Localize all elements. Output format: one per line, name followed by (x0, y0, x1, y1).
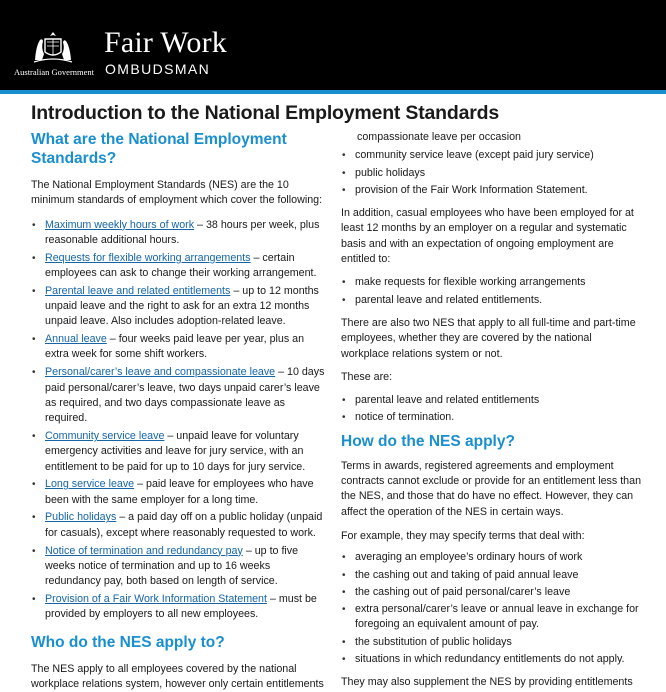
continued-line: compassionate leave per occasion (357, 131, 521, 143)
list-item (31, 510, 326, 541)
bullet-list (341, 550, 641, 667)
list-item-text: – up to five weeks notice of termination and up to 16 weeks redundancy pay, both based on length of service. (45, 544, 299, 588)
list-item-text: – up to 12 months unpaid leave and the right to ask for an extra 12 months unpaid leave. Also includes adoption-related leave. (45, 284, 319, 328)
right-column (341, 130, 641, 691)
list-item: • notice of termination. (341, 410, 641, 425)
list-item (31, 592, 326, 623)
nes-link[interactable]: Provision of a Fair Work Information Statement (45, 592, 267, 605)
intro-paragraph: The National Employment Standards (NES) are the 10 minimum standards of employment which cover the following: (31, 179, 323, 207)
paragraph: These are: (341, 370, 393, 383)
nes-link[interactable]: Annual leave (45, 333, 107, 346)
paragraph: There are also two NES that apply to all full-time and part-time employees, whether they are covered by the national workplace relations system or not. (341, 316, 636, 360)
nes-link[interactable]: Long service leave (45, 478, 135, 491)
brand-subtitle: OMBUDSMAN (105, 61, 211, 77)
list-item: • the substitution of public holidays (341, 635, 641, 650)
government-label: Australian Government (14, 67, 95, 77)
paragraph: Terms in awards, registered agreements and employment contracts cannot exclude or provide for an entitlement less than the NES, and those that do have no effect. However, they can affect the operation of the NES in certain ways. (341, 459, 642, 518)
list-item: • provision of the Fair Work Information Statement. (341, 183, 641, 198)
paragraph: For example, they may specify terms that deal with: (341, 529, 585, 542)
nes-link[interactable]: Requests for flexible working arrangements (45, 251, 251, 264)
list-item (31, 251, 326, 282)
page-title: Introduction to the National Employment Standards (31, 102, 499, 124)
nes-link[interactable]: Public holidays (45, 511, 117, 524)
list-item: • parental leave and related entitlements. (341, 293, 641, 308)
list-item: • make requests for flexible working arrangements (341, 275, 641, 290)
header-banner (0, 0, 666, 90)
list-item-text: – 10 days paid personal/carer’s leave, two days unpaid carer’s leave as required, and two days compassionate leave as required. (45, 366, 325, 425)
list-item: • community service leave (except paid jury service) (341, 148, 641, 163)
list-item (31, 218, 326, 249)
list-item (31, 477, 326, 508)
paragraph: In addition, casual employees who have been employed for at least 12 months by an employer on a regular and systematic basis and with an expectation of ongoing employment are entitled to: (341, 207, 634, 266)
list-item: • extra personal/carer’s leave or annual leave in exchange for foregoing an equivalent amount of pay. (341, 602, 641, 633)
nes-link[interactable]: Personal/carer’s leave and compassionate leave (45, 366, 276, 379)
nes-link[interactable]: Notice of termination and redundancy pay (45, 544, 243, 557)
list-item: • averaging an employee’s ordinary hours of work (341, 550, 641, 565)
heading-what-are-nes: What are the National Employment Standards? (31, 131, 287, 167)
header-accent-stripe (0, 90, 666, 94)
list-item-text: – paid leave for employees who have been with the same employer for a long time. (45, 478, 314, 506)
left-column (31, 130, 326, 692)
nes-link[interactable]: Parental leave and related entitlements (45, 284, 231, 297)
heading-how-nes-apply: How do the NES apply? (341, 432, 515, 450)
bullet-list (341, 148, 641, 198)
list-item-text: – unpaid leave for voluntary emergency activities and leave for jury service, with an entitlement to be paid for up to 10 days for jury service. (45, 429, 306, 473)
list-item-text: – a paid day off on a public holiday (unpaid for casuals), except where reasonably requested to work. (45, 511, 323, 539)
nes-link[interactable]: Maximum weekly hours of work (45, 218, 195, 231)
list-item: • situations in which redundancy entitlements do not apply. (341, 652, 641, 667)
list-item (31, 332, 326, 363)
list-item: • public holidays (341, 166, 641, 181)
bullet-list (341, 393, 641, 426)
brand-name: Fair Work (104, 26, 227, 59)
list-item (31, 429, 326, 475)
who-paragraph: The NES apply to all employees covered by the national workplace relations system, however only certain entitlements (31, 662, 324, 690)
list-item: • parental leave and related entitlements (341, 393, 641, 408)
nes-link[interactable]: Community service leave (45, 429, 165, 442)
paragraph: They may also supplement the NES by providing entitlements (341, 676, 633, 689)
coat-of-arms-icon (32, 30, 74, 66)
nes-list (31, 218, 326, 623)
list-item-text: – must be provided by employers to all new employees. (45, 592, 317, 621)
list-item: • the cashing out of paid personal/carer’s leave (341, 585, 641, 600)
list-item-text: – four weeks paid leave per year, plus an extra week for some shift workers. (45, 333, 305, 361)
list-item: • the cashing out and taking of paid annual leave (341, 568, 641, 583)
list-item-text: – 38 hours per week, plus reasonable additional hours. (45, 218, 320, 246)
list-item-text: – certain employees can ask to change their working arrangement. (45, 251, 317, 279)
list-item (31, 284, 326, 330)
list-item (31, 544, 326, 590)
list-item (31, 365, 326, 426)
bullet-list (341, 275, 641, 308)
heading-who-nes-apply: Who do the NES apply to? (31, 633, 225, 651)
